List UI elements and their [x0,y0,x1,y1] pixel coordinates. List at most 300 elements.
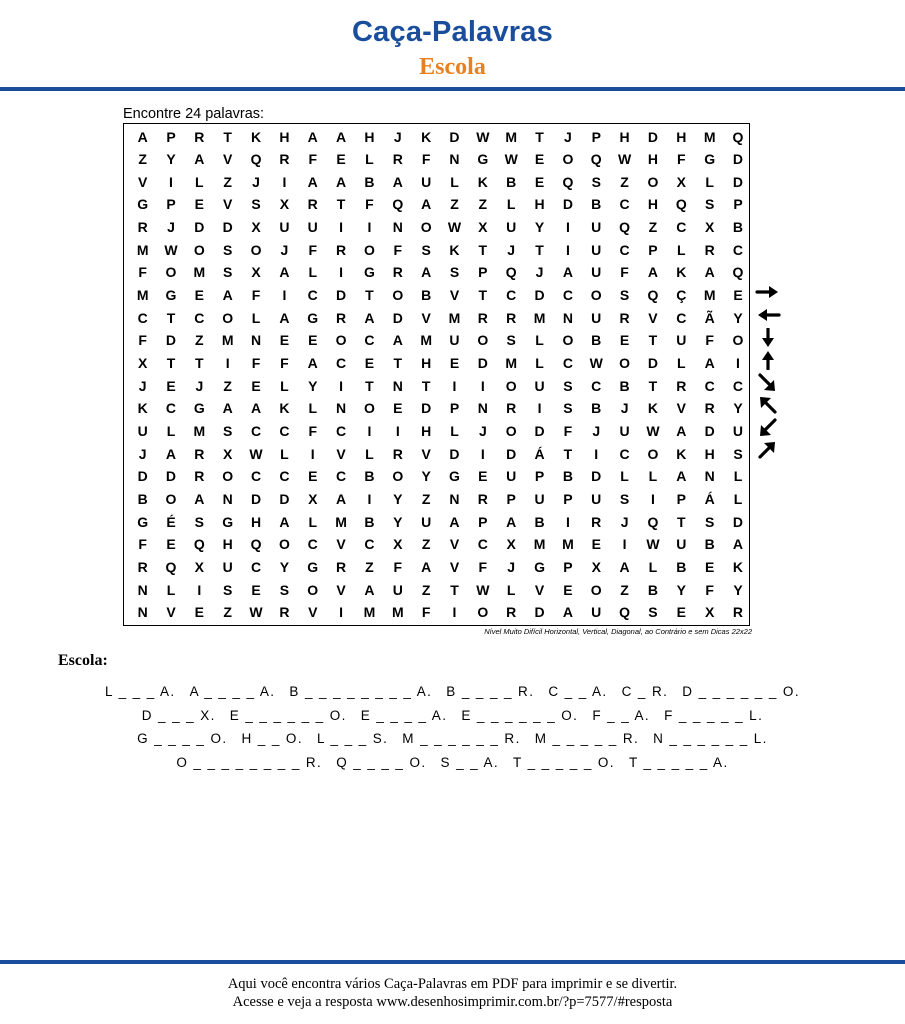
grid-letter[interactable]: E [194,287,204,304]
grid-letter[interactable]: T [478,241,488,258]
grid-letter[interactable]: D [591,468,602,485]
grid-letter[interactable]: Á [704,490,715,507]
grid-letter[interactable]: P [166,128,176,145]
grid-letter[interactable]: E [308,468,318,485]
grid-letter[interactable]: R [336,241,347,258]
grid-letter[interactable]: C [336,468,347,485]
grid-letter[interactable]: U [591,309,602,326]
grid-letter[interactable]: S [223,241,233,258]
grid-letter[interactable]: L [733,490,743,507]
grid-letter[interactable]: F [280,355,289,371]
grid-letter[interactable]: D [732,151,744,168]
grid-letter[interactable]: I [225,355,230,371]
grid-letter[interactable]: I [480,445,485,462]
grid-letter[interactable]: Q [619,604,631,621]
grid-letter[interactable]: N [250,332,262,349]
grid-letter[interactable]: S [506,332,516,349]
grid-letter[interactable]: V [137,173,148,190]
grid-letter[interactable]: I [651,490,655,507]
grid-letter[interactable]: U [591,604,602,621]
grid-letter[interactable]: W [249,445,263,462]
grid-letter[interactable]: D [534,422,545,439]
grid-letter[interactable]: A [421,558,432,575]
grid-letter[interactable]: M [533,309,546,326]
grid-letter[interactable]: E [194,604,204,621]
grid-letter[interactable]: I [282,173,287,190]
grid-letter[interactable]: Z [223,377,232,394]
grid-letter[interactable]: D [449,445,460,462]
grid-letter[interactable]: L [308,264,318,281]
grid-letter[interactable]: N [449,490,460,507]
grid-letter[interactable]: Y [166,151,176,168]
grid-letter[interactable]: A [676,468,687,485]
grid-letter[interactable]: J [592,422,601,439]
grid-letter[interactable]: E [733,287,743,304]
grid-letter[interactable]: V [421,309,431,326]
grid-letter[interactable]: M [363,604,376,621]
grid-letter[interactable]: B [421,287,432,304]
grid-letter[interactable]: E [251,581,261,598]
grid-letter[interactable]: I [480,377,485,394]
grid-letter[interactable]: X [279,196,290,213]
grid-letter[interactable]: V [336,536,346,553]
grid-letter[interactable]: A [364,309,375,326]
grid-letter[interactable]: N [392,377,403,394]
grid-letter[interactable]: O [619,355,631,371]
grid-letter[interactable]: C [307,287,318,304]
grid-letter[interactable]: D [250,490,262,507]
grid-letter[interactable]: S [449,264,460,281]
grid-letter[interactable]: W [476,581,490,598]
grid-letter[interactable]: Y [733,400,743,417]
grid-letter[interactable]: D [647,355,658,371]
grid-letter[interactable]: O [732,332,744,349]
grid-letter[interactable]: B [364,513,375,530]
grid-letter[interactable]: R [392,445,403,462]
grid-letter[interactable]: Z [421,490,431,507]
grid-letter[interactable]: B [732,219,744,236]
grid-letter[interactable]: U [279,219,290,236]
grid-letter[interactable]: F [138,264,147,281]
grid-letter[interactable]: B [506,173,517,190]
grid-letter[interactable]: F [705,581,714,598]
grid-letter[interactable]: W [504,151,518,168]
grid-letter[interactable]: I [395,422,400,439]
grid-letter[interactable]: E [534,151,545,168]
grid-letter[interactable]: S [223,422,233,439]
grid-letter[interactable]: L [195,173,204,190]
grid-letter[interactable]: J [535,264,544,281]
grid-letter[interactable]: Y [733,309,743,326]
grid-letter[interactable]: S [223,581,233,598]
grid-letter[interactable]: C [676,309,687,326]
grid-letter[interactable]: A [421,196,432,213]
grid-letter[interactable]: Z [138,151,147,168]
grid-letter[interactable]: O [505,422,517,439]
grid-letter[interactable]: Ã [704,309,715,326]
grid-letter[interactable]: X [393,536,403,553]
grid-letter[interactable]: L [450,173,459,190]
grid-letter[interactable]: O [392,287,404,304]
grid-letter[interactable]: X [251,264,261,281]
grid-letter[interactable]: I [565,513,570,530]
grid-letter[interactable]: J [167,219,175,236]
grid-letter[interactable]: E [364,355,375,371]
grid-letter[interactable]: V [336,581,346,598]
grid-letter[interactable]: N [137,604,148,621]
grid-letter[interactable]: J [138,445,147,462]
grid-letter[interactable]: W [589,355,603,371]
grid-letter[interactable]: S [279,581,290,598]
grid-letter[interactable]: K [647,400,658,417]
grid-letter[interactable]: Q [250,536,262,553]
grid-letter[interactable]: I [339,604,344,621]
grid-letter[interactable]: D [647,128,658,145]
grid-letter[interactable]: P [563,490,573,507]
grid-letter[interactable]: T [365,287,374,304]
grid-letter[interactable]: H [676,128,687,145]
grid-letter[interactable]: I [594,445,599,462]
grid-letter[interactable]: T [336,196,346,213]
grid-letter[interactable]: F [620,264,629,281]
grid-letter[interactable]: S [733,445,743,462]
grid-letter[interactable]: S [421,241,431,258]
grid-letter[interactable]: E [166,377,176,394]
grid-letter[interactable]: F [308,151,318,168]
grid-letter[interactable]: A [222,400,233,417]
grid-letter[interactable]: O [307,581,319,598]
grid-letter[interactable]: A [222,287,233,304]
grid-letter[interactable]: S [648,604,658,621]
grid-letter[interactable]: G [193,400,205,417]
grid-letter[interactable]: W [476,128,490,145]
grid-letter[interactable]: V [166,604,176,621]
grid-letter[interactable]: Q [619,219,631,236]
grid-letter[interactable]: Z [620,173,629,190]
grid-letter[interactable]: U [676,332,687,349]
grid-letter[interactable]: G [534,558,545,575]
grid-letter[interactable]: C [562,355,573,371]
grid-letter[interactable]: D [534,604,545,621]
grid-letter[interactable]: F [563,422,573,439]
grid-letter[interactable]: A [364,581,375,598]
grid-letter[interactable]: O [647,445,659,462]
grid-letter[interactable]: U [534,490,545,507]
grid-letter[interactable]: U [449,332,460,349]
grid-letter[interactable]: I [367,219,372,236]
grid-letter[interactable]: I [565,219,570,236]
grid-letter[interactable]: R [307,196,318,213]
grid-letter[interactable]: V [223,151,233,168]
grid-letter[interactable]: F [251,287,261,304]
grid-letter[interactable]: D [137,468,148,485]
grid-letter[interactable]: I [310,445,315,462]
grid-letter[interactable]: R [194,468,205,485]
grid-letter[interactable]: T [535,241,544,258]
grid-letter[interactable]: P [648,241,658,258]
grid-letter[interactable]: F [365,196,374,213]
grid-letter[interactable]: S [591,173,601,190]
grid-letter[interactable]: R [732,604,744,621]
grid-letter[interactable]: Z [620,581,629,598]
grid-letter[interactable]: R [392,151,403,168]
grid-letter[interactable]: T [166,355,176,371]
grid-letter[interactable]: C [279,468,290,485]
grid-letter[interactable]: L [280,445,289,462]
grid-letter[interactable]: V [421,445,431,462]
grid-letter[interactable]: C [732,377,744,394]
grid-letter[interactable]: B [562,468,573,485]
grid-letter[interactable]: K [477,173,488,190]
grid-letter[interactable]: U [676,536,687,553]
grid-letter[interactable]: N [336,400,347,417]
grid-letter[interactable]: Q [590,151,602,168]
grid-letter[interactable]: O [590,287,602,304]
grid-letter[interactable]: F [138,332,147,349]
grid-letter[interactable]: L [308,400,318,417]
grid-letter[interactable]: L [308,513,318,530]
grid-letter[interactable]: U [421,173,432,190]
grid-letter[interactable]: D [279,490,290,507]
grid-letter[interactable]: Z [421,536,431,553]
grid-letter[interactable]: U [307,219,318,236]
grid-letter[interactable]: D [732,173,744,190]
grid-letter[interactable]: F [421,151,431,168]
grid-letter[interactable]: B [591,196,602,213]
grid-letter[interactable]: G [364,264,375,281]
grid-letter[interactable]: L [166,422,176,439]
grid-letter[interactable]: R [704,400,715,417]
grid-letter[interactable]: O [477,604,489,621]
grid-letter[interactable]: C [732,241,744,258]
grid-letter[interactable]: I [197,581,202,598]
grid-letter[interactable]: J [252,173,260,190]
grid-letter[interactable]: O [278,536,290,553]
grid-letter[interactable]: G [704,151,716,168]
grid-letter[interactable]: A [336,173,347,190]
grid-letter[interactable]: H [421,355,432,371]
grid-letter[interactable]: E [449,355,460,371]
grid-letter[interactable]: Q [505,264,517,281]
grid-letter[interactable]: B [591,400,602,417]
grid-letter[interactable]: E [251,377,261,394]
grid-letter[interactable]: O [562,151,574,168]
grid-letter[interactable]: L [535,332,544,349]
grid-letter[interactable]: O [562,332,574,349]
grid-letter[interactable]: L [365,151,374,168]
grid-letter[interactable]: Q [193,536,205,553]
grid-letter[interactable]: J [564,128,572,145]
grid-letter[interactable]: Y [308,377,318,394]
grid-letter[interactable]: T [648,377,658,394]
grid-letter[interactable]: P [478,264,488,281]
grid-letter[interactable]: X [704,604,715,621]
grid-letter[interactable]: J [620,513,629,530]
grid-letter[interactable]: T [450,581,459,598]
grid-letter[interactable]: Z [648,219,658,236]
grid-letter[interactable]: Z [223,173,232,190]
grid-letter[interactable]: A [562,604,573,621]
grid-letter[interactable]: H [250,513,262,530]
grid-letter[interactable]: A [194,151,205,168]
grid-letter[interactable]: M [562,536,574,553]
grid-letter[interactable]: K [250,128,262,145]
grid-letter[interactable]: Y [279,558,290,575]
grid-letter[interactable]: C [506,287,517,304]
grid-letter[interactable]: É [166,513,176,530]
grid-letter[interactable]: E [194,196,204,213]
grid-letter[interactable]: V [449,287,460,304]
grid-letter[interactable]: I [452,604,457,621]
grid-letter[interactable]: M [136,241,149,258]
grid-letter[interactable]: S [563,400,573,417]
grid-letter[interactable]: Z [478,196,488,213]
grid-letter[interactable]: N [704,468,715,485]
grid-letter[interactable]: T [393,355,403,371]
grid-letter[interactable]: A [194,490,205,507]
grid-letter[interactable]: W [164,241,178,258]
grid-letter[interactable]: C [477,536,488,553]
grid-letter[interactable]: P [563,558,573,575]
grid-letter[interactable]: L [535,355,544,371]
grid-letter[interactable]: D [421,400,432,417]
grid-letter[interactable]: B [534,513,545,530]
grid-letter[interactable]: L [166,581,176,598]
grid-letter[interactable]: L [677,355,686,371]
grid-letter[interactable]: X [251,219,261,236]
grid-letter[interactable]: O [165,490,177,507]
grid-letter[interactable]: B [619,377,630,394]
grid-letter[interactable]: R [336,309,347,326]
grid-letter[interactable]: C [562,287,573,304]
grid-letter[interactable]: W [249,604,263,621]
grid-letter[interactable]: T [648,332,658,349]
grid-letter[interactable]: B [647,581,658,598]
grid-letter[interactable]: X [308,490,318,507]
grid-letter[interactable]: C [250,422,262,439]
grid-letter[interactable]: A [676,422,687,439]
grid-letter[interactable]: M [420,332,432,349]
grid-letter[interactable]: I [339,219,344,236]
grid-letter[interactable]: Ç [676,287,687,304]
grid-letter[interactable]: S [563,377,573,394]
grid-letter[interactable]: A [421,264,432,281]
grid-letter[interactable]: F [138,536,147,553]
grid-letter[interactable]: A [307,128,318,145]
grid-letter[interactable]: M [533,536,546,553]
grid-letter[interactable]: G [137,196,149,213]
grid-letter[interactable]: Q [165,558,177,575]
grid-letter[interactable]: P [506,490,516,507]
grid-letter[interactable]: O [364,400,375,417]
grid-letter[interactable]: M [505,355,518,371]
grid-letter[interactable]: F [478,558,488,575]
grid-letter[interactable]: X [591,558,601,575]
grid-letter[interactable]: B [137,490,148,507]
grid-letter[interactable]: T [365,377,374,394]
grid-letter[interactable]: H [647,196,658,213]
grid-letter[interactable]: M [221,332,234,349]
grid-letter[interactable]: U [222,558,233,575]
grid-letter[interactable]: R [194,445,205,462]
grid-letter[interactable]: I [282,287,287,304]
grid-letter[interactable]: Z [365,558,374,575]
grid-letter[interactable]: B [676,558,687,575]
grid-letter[interactable]: Z [223,604,232,621]
grid-letter[interactable]: O [222,309,234,326]
grid-letter[interactable]: R [137,558,148,575]
grid-letter[interactable]: D [449,128,460,145]
grid-letter[interactable]: F [308,422,318,439]
grid-letter[interactable]: A [392,173,403,190]
grid-letter[interactable]: A [279,513,290,530]
grid-letter[interactable]: K [676,445,687,462]
grid-letter[interactable]: G [137,513,149,530]
grid-letter[interactable]: H [279,128,290,145]
grid-letter[interactable]: A [392,332,403,349]
grid-letter[interactable]: A [279,264,290,281]
grid-letter[interactable]: H [222,536,233,553]
grid-letter[interactable]: E [308,332,318,349]
grid-letter[interactable]: A [336,490,347,507]
grid-letter[interactable]: T [677,513,686,530]
grid-letter[interactable]: S [619,490,630,507]
grid-letter[interactable]: M [136,287,149,304]
grid-letter[interactable]: R [591,513,602,530]
grid-letter[interactable]: H [421,422,432,439]
grid-letter[interactable]: S [704,513,715,530]
grid-letter[interactable]: C [165,400,177,417]
grid-letter[interactable]: D [477,355,488,371]
grid-letter[interactable]: T [195,355,204,371]
grid-letter[interactable]: D [222,219,233,236]
grid-letter[interactable]: N [562,309,573,326]
grid-letter[interactable]: L [450,422,459,439]
grid-letter[interactable]: L [620,468,629,485]
grid-letter[interactable]: L [365,445,374,462]
grid-letter[interactable]: D [165,468,177,485]
grid-letter[interactable]: V [336,445,346,462]
grid-letter[interactable]: U [534,377,545,394]
grid-letter[interactable]: R [506,309,517,326]
grid-letter[interactable]: P [591,128,601,145]
grid-letter[interactable]: X [223,445,233,462]
grid-letter[interactable]: X [194,558,204,575]
grid-letter[interactable]: E [619,332,630,349]
grid-letter[interactable]: Q [732,264,744,281]
grid-letter[interactable]: T [535,128,544,145]
grid-letter[interactable]: U [591,264,602,281]
grid-letter[interactable]: W [617,151,632,168]
grid-letter[interactable]: L [648,468,658,485]
grid-letter[interactable]: V [223,196,233,213]
grid-letter[interactable]: F [251,355,261,371]
grid-letter[interactable]: G [307,309,319,326]
grid-letter[interactable]: T [166,309,176,326]
grid-letter[interactable]: A [506,513,517,530]
grid-letter[interactable]: W [447,219,462,236]
grid-letter[interactable]: V [449,558,460,575]
grid-letter[interactable]: B [364,173,375,190]
grid-letter[interactable]: Q [250,151,262,168]
grid-letter[interactable]: J [478,422,487,439]
grid-letter[interactable]: M [448,309,461,326]
grid-letter[interactable]: O [165,264,177,281]
grid-letter[interactable]: U [591,219,602,236]
grid-letter[interactable]: X [478,219,488,236]
grid-letter[interactable]: X [704,219,715,236]
grid-letter[interactable]: G [477,151,489,168]
